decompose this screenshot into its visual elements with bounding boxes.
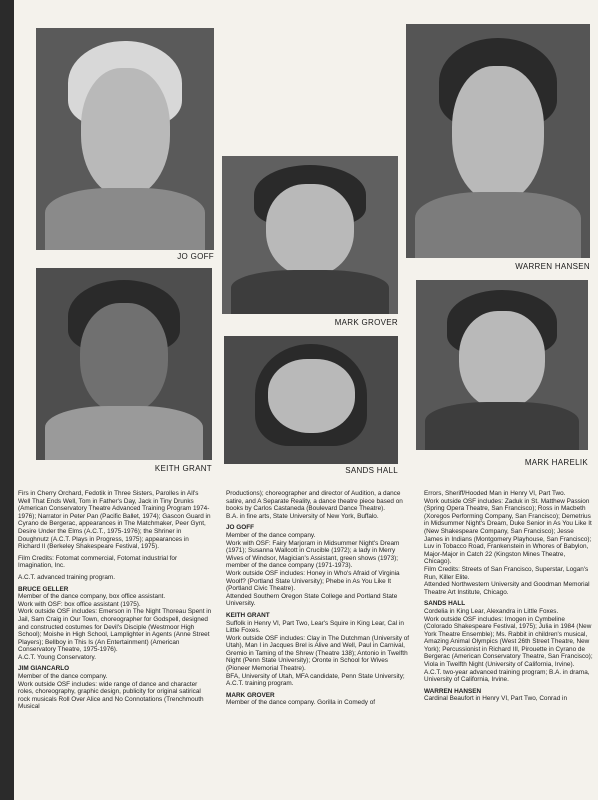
photo-mark-grover <box>222 156 398 314</box>
bio-name: JIM GIANCARLO <box>18 665 70 673</box>
bio-paragraph: Work outside OSF includes: Zaduk in St. Matthew Passion (Spring Opera Theatre, San Francisco); Ross in Macbeth (Xoregos Performing Company, San Francisco); Demetrius in Midsummer Night's Dream, Duke Senior in As You Like It (New Shakespeare Company, San Francisco); Jesse James in Indians (Montgomery Playhouse, San Francisco); Luv in Tobacco Road, Frankenstein in Whores of Babylon, Major-Major in Catch 22 (Kingston Mines Theatre, Chicago). <box>424 497 592 566</box>
shirt-shape <box>45 188 205 250</box>
bio-paragraph: Work outside OSF includes: Clay in The Dutchman (University of Utah), Man I in Jacques Brel is Alive and Well, Paul in Carnival, Gremio in Taming of the Shrew (Theatre 138); Antonio in Twelfth Night (Penn State University); Oronte in School for Wives (Pioneer Memorial Theatre). <box>226 634 410 673</box>
program-page <box>14 0 598 800</box>
bio-paragraph: Work outside OSF includes: wide range of dance and character roles, choreography, graphic design, publicity for original satirical rock musicals Roll Over Alice and No Connotations (Trenchmouth Musical <box>18 680 204 711</box>
bio-paragraph: Film Credits: Streets of San Francisco, Superstar, Logan's Run, Killer Elite. <box>424 565 589 581</box>
bio-name: BRUCE GELLER <box>18 585 69 593</box>
bio-name: WARREN HANSEN <box>424 687 482 695</box>
bio-paragraph: Work with OSF: Fairy Marjoram in Midsummer Night's Dream (1971); Susanna Wallcott in Crucible (1972); a lady in Merry Wives of Windsor, Magician's Assistant, green shows (1973); member of the dance company (1971-1973). <box>226 539 400 570</box>
bio-paragraph: Member of the dance company. <box>18 673 108 681</box>
text-column-3 <box>424 490 594 707</box>
face-shape <box>459 311 545 410</box>
photo-sands-hall <box>224 336 398 464</box>
bio-paragraph: Attended Southern Oregon State College and Portland State University. <box>226 592 398 608</box>
bio-paragraph: A.C.T. advanced training program. <box>18 573 115 581</box>
photo-warren-hansen <box>406 24 590 258</box>
bio-paragraph: Productions); choreographer and director of Audition, a dance satire, and A Separate Reality, a dance theatre piece based on books by Carlos Castaneda (Boulevard Dance Theatre). <box>226 490 403 513</box>
caption-jo-goff: JO GOFF <box>177 252 214 261</box>
face-shape <box>266 184 354 276</box>
caption-keith-grant: KEITH GRANT <box>154 464 212 473</box>
bio-paragraph: BFA, University of Utah, MFA candidate, Penn State University; A.C.T. training program. <box>226 672 405 688</box>
bio-paragraph: A.C.T. Young Conservatory. <box>18 653 97 661</box>
bio-paragraph: Work outside OSF includes: Imogen in Cymbeline (Colorado Shakespeare Festival, 1975); Julia in 1984 (New York Theatre Ensemble); Ms. Rabbit in children's musical, Amazing Animal Olympics (West 26th Street Theatre, New York); Percussionist in Richard III, Pirouette in Cyrano de Bergerac (American Conservatory Theatre, San Francisco); Viola in Twelfth Night (University of California, Irvine). <box>424 615 593 669</box>
photo-jo-goff <box>36 28 214 250</box>
bio-name: JO GOFF <box>226 524 255 532</box>
photo-keith-grant <box>36 268 212 460</box>
caption-mark-grover: MARK GROVER <box>334 318 398 327</box>
photo-mark-harelik <box>416 280 588 450</box>
shirt-shape <box>425 402 580 450</box>
bio-paragraph: Attended Northwestern University and Goodman Memorial Theatre Art Institute, Chicago. <box>424 581 590 596</box>
bio-paragraph: A.C.T. two-year advanced training program; B.A. in drama, University of California, Irvine. <box>424 668 590 684</box>
bio-paragraph: Member of the dance company. <box>226 531 316 539</box>
shirt-shape <box>415 192 581 258</box>
shirt-shape <box>231 270 389 314</box>
bio-paragraph: B.A. in fine arts, State University of New York, Buffalo. <box>226 512 379 520</box>
face-shape <box>80 303 168 414</box>
caption-mark-harelik: MARK HARELIK <box>524 458 588 467</box>
face-shape <box>268 359 355 433</box>
bio-name: SANDS HALL <box>424 600 466 608</box>
bio-paragraph: Member of the dance company. Gorilla in Comedy of <box>226 699 376 707</box>
text-column-2 <box>226 490 412 711</box>
face-shape <box>81 68 170 197</box>
bio-paragraph: Film Credits: Fotomat commercial, Fotomat industrial for Imagination, Inc. <box>18 554 178 570</box>
text-column-1 <box>18 490 212 715</box>
bio-paragraph: Cordelia in King Lear, Alexandra in Little Foxes. <box>424 607 559 615</box>
bio-paragraph: Firs in Cherry Orchard, Fedotik in Three Sisters, Parolles in All's Well That Ends Well, Tom in Father's Day, Jack in Tiny Drunks (American Conservatory Theatre Advanced Training Program 1974-1976); Narrator in Peter Pan (Pacific Ballet, 1974); Gascon Guard in Cyrano de Bergerac, appearances in The Matchmaker, Peer Gynt, Desire Under the Elms (A.C.T., 1975-1976); the Shriner in Doughnutz (A.C.T. Plays in Progress, 1975); appearances in Richard II (Berkeley Shakespeare Festival, 1975). <box>18 490 211 551</box>
bio-paragraph: Work outside OSF includes: Emerson in The Night Thoreau Spent in Jail, Sam Craig in Our Town, choreographer for Godspell, designed and constructed costumes for Devil's Disciple (Westmoor High School); Moishe in High School, Lamplighter in Agents (Anne Street Players); Bellboy in This Is (An Entertainment) (American Conservatory Theatre, 1975-1976). <box>18 608 212 654</box>
bio-paragraph: Errors, Sheriff/Hooded Man in Henry VI, Part Two. <box>424 490 566 497</box>
bio-name: MARK GROVER <box>226 691 275 699</box>
bio-paragraph: Work outside OSF includes: Honey in Who's Afraid of Virginia Woolf? (Portland State University); Phebe in As You Like It (Portland Civic Theatre). <box>226 569 400 593</box>
bio-paragraph: Work with OSF: box office assistant (1975). <box>18 600 141 608</box>
face-shape <box>452 66 544 202</box>
bio-name: KEITH GRANT <box>226 611 270 619</box>
caption-sands-hall: SANDS HALL <box>345 466 398 475</box>
bio-paragraph: Suffolk in Henry VI, Part Two, Lear's Squire in King Lear, Cal in Little Foxes. <box>226 619 404 635</box>
shirt-shape <box>45 406 203 460</box>
bio-paragraph: Member of the dance company, box office assistant. <box>18 593 166 601</box>
caption-warren-hansen: WARREN HANSEN <box>515 262 590 271</box>
bio-paragraph: Cardinal Beaufort in Henry VI, Part Two, Conrad in <box>424 695 568 703</box>
